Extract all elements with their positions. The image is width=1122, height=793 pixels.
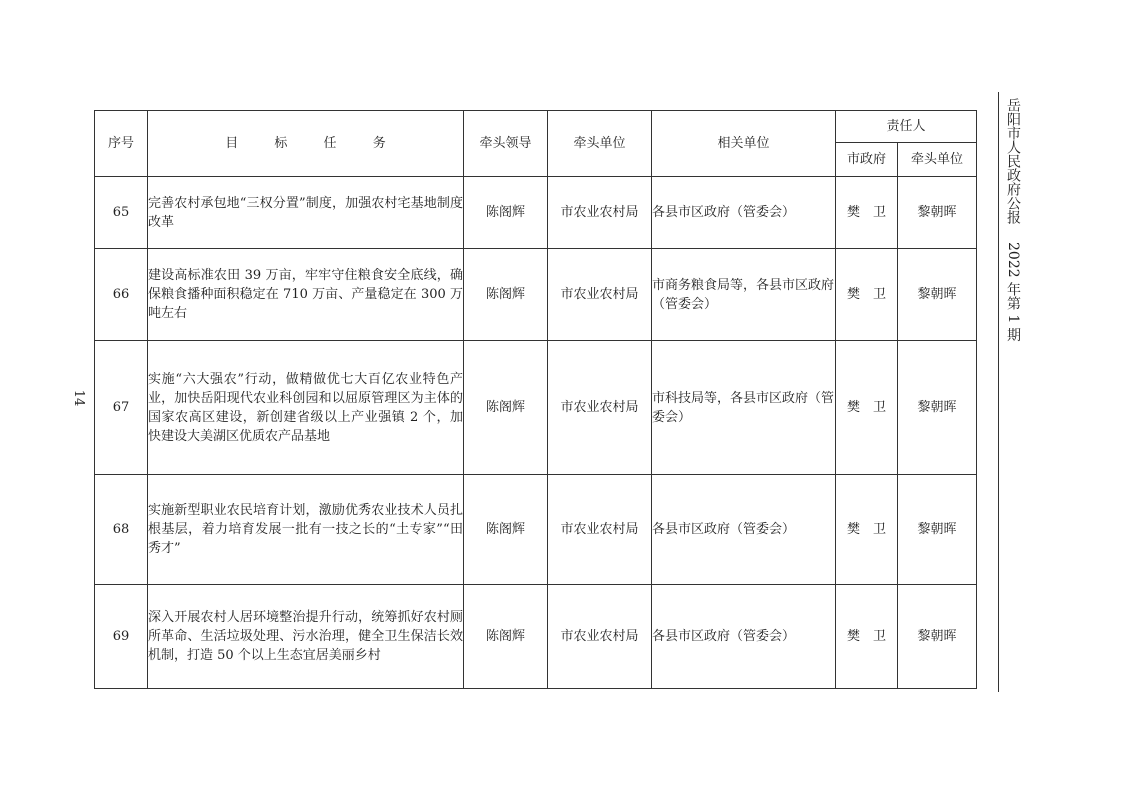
header-resp-lead-unit: 牵头单位 (898, 143, 977, 177)
row-index: 65 (95, 177, 148, 249)
row-lead-unit: 市农业农村局 (548, 177, 652, 249)
row-related-units: 各县市区政府（管委会） (652, 585, 836, 689)
row-lead-unit: 市农业农村局 (548, 341, 652, 475)
row-task: 完善农村承包地“三权分置”制度，加强农村宅基地制度改革 (148, 177, 464, 249)
table-row (95, 177, 977, 249)
row-lead-unit: 市农业农村局 (548, 249, 652, 341)
row-lead-leader: 陈阁辉 (464, 475, 548, 585)
header-divider-line (998, 92, 999, 692)
row-resp-lead-unit: 黎朝晖 (898, 177, 977, 249)
row-index: 67 (95, 341, 148, 475)
header-index: 序号 (95, 111, 148, 177)
table-row (95, 585, 977, 689)
row-task: 实施新型职业农民培育计划，激励优秀农业技术人员扎根基层，着力培育发展一批有一技之长的“土专家”“田秀才” (148, 475, 464, 585)
header-lead-leader: 牵头领导 (464, 111, 548, 177)
task-table (94, 110, 977, 689)
publication-title: 岳阳市人民政府公报 (1005, 98, 1021, 224)
row-lead-leader: 陈阁辉 (464, 585, 548, 689)
row-index: 69 (95, 585, 148, 689)
row-resp-city-gov: 樊 卫 (836, 585, 898, 689)
row-resp-city-gov: 樊 卫 (836, 475, 898, 585)
table-row (95, 249, 977, 341)
row-resp-lead-unit: 黎朝晖 (898, 249, 977, 341)
row-task: 实施“六大强农”行动，做精做优七大百亿农业特色产业，加快岳阳现代农业科创园和以屈原管理区为主体的国家农高区建设，新创建省级以上产业强镇 2 个，加快建设大美湖区优质农产品基地 (148, 341, 464, 475)
table-row (95, 341, 977, 475)
row-resp-lead-unit: 黎朝晖 (898, 475, 977, 585)
row-index: 68 (95, 475, 148, 585)
row-related-units: 各县市区政府（管委会） (652, 475, 836, 585)
row-lead-leader: 陈阁辉 (464, 249, 548, 341)
row-resp-lead-unit: 黎朝晖 (898, 585, 977, 689)
row-resp-city-gov: 樊 卫 (836, 341, 898, 475)
row-index: 66 (95, 249, 148, 341)
header-responsible: 责任人 (836, 111, 977, 143)
row-resp-city-gov: 樊 卫 (836, 177, 898, 249)
row-related-units: 市商务粮食局等，各县市区政府（管委会） (652, 249, 836, 341)
header-related-units: 相关单位 (652, 111, 836, 177)
row-resp-city-gov: 樊 卫 (836, 249, 898, 341)
row-resp-lead-unit: 黎朝晖 (898, 341, 977, 475)
table-row (95, 475, 977, 585)
row-related-units: 各县市区政府（管委会） (652, 177, 836, 249)
row-related-units: 市科技局等，各县市区政府（管委会） (652, 341, 836, 475)
row-lead-leader: 陈阁辉 (464, 177, 548, 249)
issue-label: 2022 年第 1 期 (1005, 242, 1021, 342)
header-lead-unit: 牵头单位 (548, 111, 652, 177)
header-task (148, 111, 464, 177)
page-number: 14 (71, 389, 86, 407)
row-lead-unit: 市农业农村局 (548, 585, 652, 689)
row-task: 建设高标准农田 39 万亩，牢牢守住粮食安全底线，确保粮食播种面积稳定在 710 万亩、产量稳定在 300 万吨左右 (148, 249, 464, 341)
row-lead-leader: 陈阁辉 (464, 341, 548, 475)
row-lead-unit: 市农业农村局 (548, 475, 652, 585)
row-task: 深入开展农村人居环境整治提升行动，统筹抓好农村厕所革命、生活垃圾处理、污水治理，健全卫生保洁长效机制，打造 50 个以上生态宜居美丽乡村 (148, 585, 464, 689)
header-task-label: 目 标 任 务 (225, 136, 402, 151)
table-header-row (95, 111, 977, 143)
header-resp-city-gov: 市政府 (836, 143, 898, 177)
running-header (1003, 98, 1023, 342)
